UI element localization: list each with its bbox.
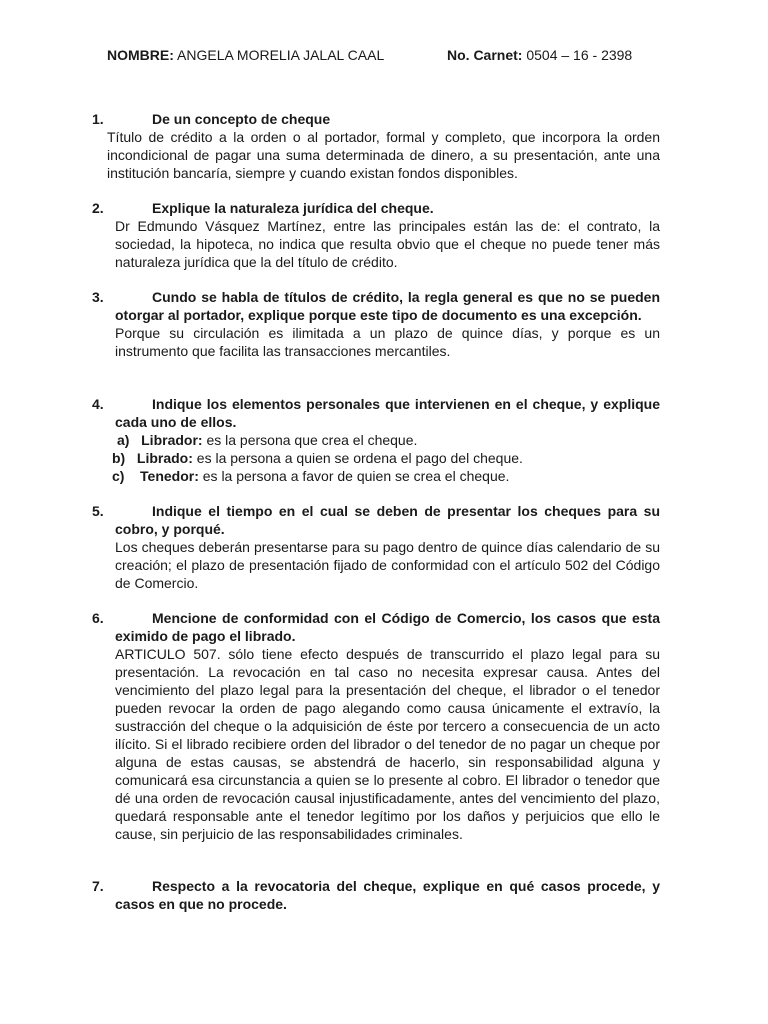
question-answer: Los cheques deberán presentarse para su pago dentro de quince días calendario de su creación; el plazo de presentación fijado de conformidad con el artículo 502 del Código de Comercio. <box>115 539 660 591</box>
question-2 <box>92 199 660 271</box>
question-title: Indique el tiempo en el cual se deben de presentar los cheques para su cobro, y porqué. <box>115 503 660 537</box>
item-label: Librador: <box>141 432 203 448</box>
question-number: 2. <box>92 200 104 216</box>
question-4 <box>92 395 660 485</box>
item-text: es la persona a favor de quien se crea el cheque. <box>202 468 510 484</box>
question-title: Mencione de conformidad con el Código de Comercio, los casos que esta eximido de pago el librado. <box>115 610 660 644</box>
question-number: 3. <box>92 289 104 305</box>
question-1 <box>92 110 660 182</box>
question-title: Explique la naturaleza jurídica del cheque. <box>152 200 434 216</box>
item-label: Librado: <box>136 450 193 466</box>
header-line <box>107 46 633 64</box>
carnet-block <box>447 46 632 64</box>
item-text: es la persona a quien se ordena el pago del cheque. <box>196 450 523 466</box>
carnet-value: 0504 – 16 - 2398 <box>526 47 633 63</box>
question-3 <box>92 288 660 360</box>
question-answer: Dr Edmundo Vásquez Martínez, entre las principales están las de: el contrato, la sociedad, la hipoteca, no indica que resulta obvio que el cheque no puede tener más naturaleza jurídica que la del título de crédito. <box>115 218 660 270</box>
name-label: NOMBRE: <box>107 47 174 63</box>
item-label: Tenedor: <box>140 468 199 484</box>
question-7 <box>92 877 660 913</box>
question-answer: Porque su circulación es ilimitada a un plazo de quince días, y porque es un instrumento que facilita las transacciones mercantiles. <box>115 325 660 359</box>
question-title: Respecto a la revocatoria del cheque, explique en qué casos procede, y casos en que no procede. <box>115 878 660 912</box>
item-text: es la persona que crea el cheque. <box>206 432 418 448</box>
item-letter: a) <box>117 432 130 448</box>
question-5 <box>92 502 660 592</box>
question-number: 6. <box>92 610 104 626</box>
list-item <box>112 449 660 467</box>
question-title: Cundo se habla de títulos de crédito, la regla general es que no se pueden otorgar al portador, explique porque este tipo de documento es una excepción. <box>115 289 660 323</box>
name-value: ANGELA MORELIA JALAL CAAL <box>177 47 385 63</box>
question-number: 1. <box>92 111 104 127</box>
question-answer: Título de crédito a la orden o al portador, formal y completo, que incorpora la orden incondicional de pagar una suma determinada de dinero, a su presentación, ante una institución bancaría, siempre y cuando existan fondos disponibles. <box>107 129 660 181</box>
question-number: 5. <box>92 503 104 519</box>
question-number: 4. <box>92 396 104 412</box>
item-letter: b) <box>112 450 126 466</box>
question-number: 7. <box>92 878 104 894</box>
question-title: De un concepto de cheque <box>152 111 331 127</box>
question-title: Indique los elementos personales que intervienen en el cheque, y explique cada uno de ellos. <box>115 396 660 430</box>
carnet-label: No. Carnet: <box>447 47 523 63</box>
question-6 <box>92 609 660 843</box>
list-item <box>112 467 660 485</box>
question-answer: ARTICULO 507. sólo tiene efecto después de transcurrido el plazo legal para su presentación. La revocación en tal caso no necesita expresar causa. Antes del vencimiento del plazo legal para la presentación del cheque, el librador o el tenedor pueden revocar la orden de pago alegando como causa únicamente el extravío, la sustracción del cheque o la adquisición de éste por tercero a consecuencia de un acto ilícito. Si el librado recibiere orden del librador o del tenedor de no pagar un cheque por alguna de estas causas, se abstendrá de hacerlo, sin responsabilidad alguna y comunicará esa circunstancia a quien se lo presente al cobro. El librador o tenedor que dé una orden de revocación causal injustificadamente, antes del vencimiento del plazo, quedará responsable ante el tenedor legítimo por los daños y perjuicios que ello le cause, sin perjuicio de las responsabilidades criminales. <box>115 646 660 842</box>
list-item <box>117 431 660 449</box>
item-letter: c) <box>112 468 125 484</box>
